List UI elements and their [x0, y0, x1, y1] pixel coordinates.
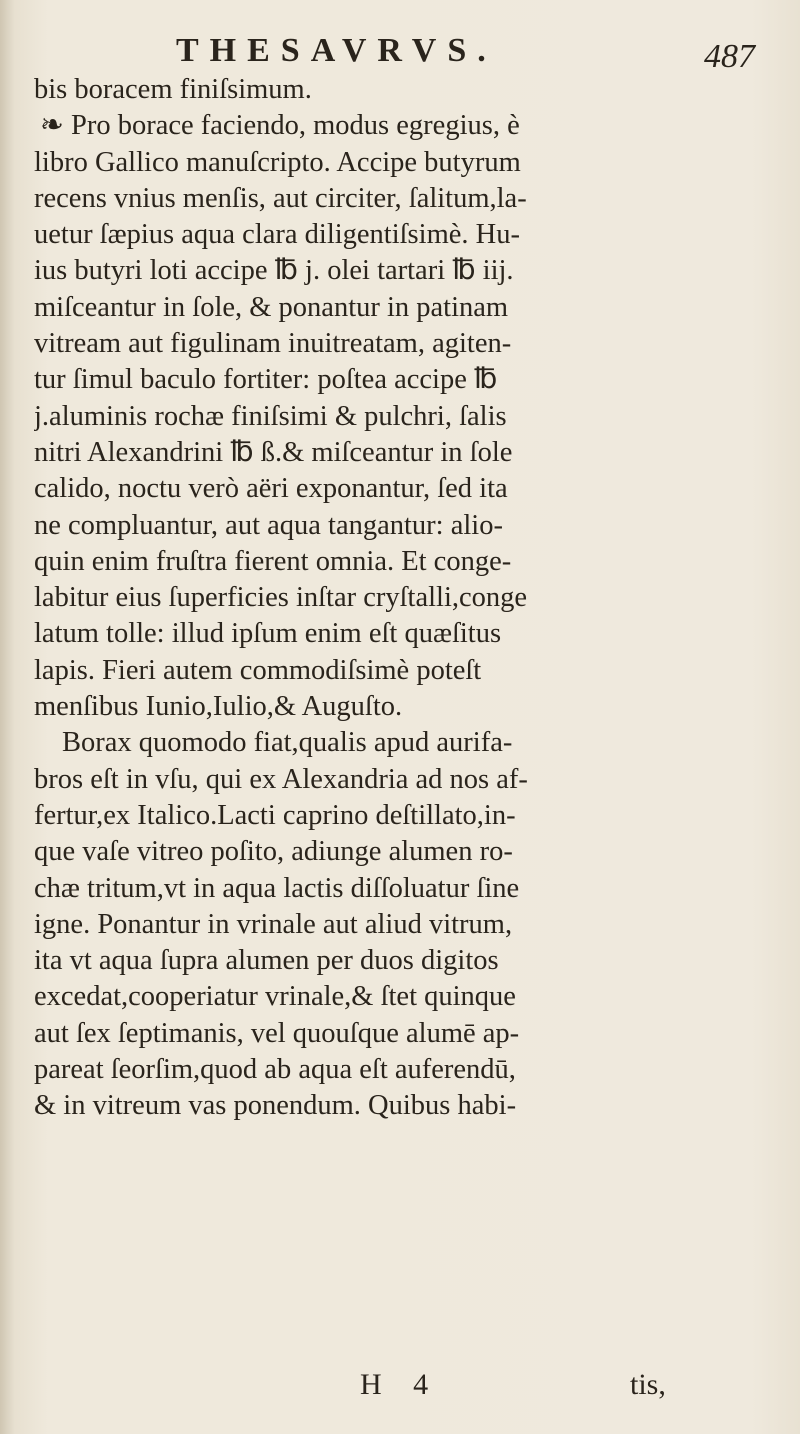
text-line: bros eſt in vſu, qui ex Alexandria ad nos af- — [34, 763, 528, 795]
text-line: vitream aut figulinam inuitreatam, agiten- — [34, 328, 512, 360]
body-text — [34, 72, 724, 1125]
text-line: lapis. Fieri autem commodiſsimè poteſt — [34, 654, 482, 686]
page-footer — [0, 1368, 800, 1408]
page-gutter — [0, 0, 14, 1434]
text-line: aut ſex ſeptimanis, vel quouſque alumē ap- — [34, 1017, 520, 1049]
text-line: fertur,ex Italico.Lacti caprino deſtillato,in- — [34, 799, 516, 831]
signature-mark: H 4 — [360, 1368, 429, 1401]
text-line: ❧ Pro borace faciendo, modus egregius, è — [40, 110, 520, 142]
text-line: pareat ſeorſim,quod ab aqua eſt auferendū, — [34, 1054, 516, 1086]
running-title: THESAVRVS. — [176, 32, 497, 69]
text-line: excedat,cooperiatur vrinale,& ſtet quinque — [34, 981, 516, 1013]
text-line: chæ tritum,vt in aqua lactis diſſoluatur ſine — [34, 872, 520, 904]
text-line: igne. Ponantur in vrinale aut aliud vitrum, — [34, 908, 513, 940]
page-number: 487 — [704, 38, 755, 75]
text-line: quin enim fruſtra fierent omnia. Et conge- — [34, 545, 512, 577]
text-line: libro Gallico manuſcripto. Accipe butyrum — [34, 146, 521, 178]
text-line: & in vitreum vas ponendum. Quibus habi- — [34, 1090, 517, 1122]
text-line: bis boracem finiſsimum. — [34, 74, 312, 105]
text-line: menſibus Iunio,Iulio,& Auguſto. — [34, 691, 403, 723]
text-line: tur ſimul baculo fortiter: poſtea accipe ℔ — [34, 364, 498, 396]
text-line: recens vnius menſis, aut circiter, ſalitum,la- — [34, 182, 527, 214]
catchword: tis, — [630, 1368, 666, 1401]
text-line: j.aluminis rochæ finiſsimi & pulchri, ſalis — [34, 400, 507, 432]
text-line: ita vt aqua ſupra alumen per duos digitos — [34, 945, 499, 977]
text-line: calido, noctu verò aëri exponantur, ſed ita — [34, 473, 508, 505]
text-line: labitur eius ſuperficies inſtar cryſtalli,conge — [34, 582, 528, 614]
text-line: Borax quomodo fiat,qualis apud aurifa- — [62, 727, 513, 759]
text-line: ius butyri loti accipe ℔ j. olei tartari ℔ iij. — [34, 255, 514, 287]
text-line: nitri Alexandrini ℔ ß.& miſceantur in ſole — [34, 436, 513, 468]
text-line: que vaſe vitreo poſito, adiunge alumen ro- — [34, 836, 513, 868]
text-line: uetur ſæpius aqua clara diligentiſsimè. Hu- — [34, 219, 520, 251]
text-line: latum tolle: illud ipſum enim eſt quæſitus — [34, 618, 502, 650]
text-line: ne compluantur, aut aqua tangantur: alio- — [34, 509, 503, 541]
text-line: miſceantur in ſole, & ponantur in patinam — [34, 291, 509, 323]
